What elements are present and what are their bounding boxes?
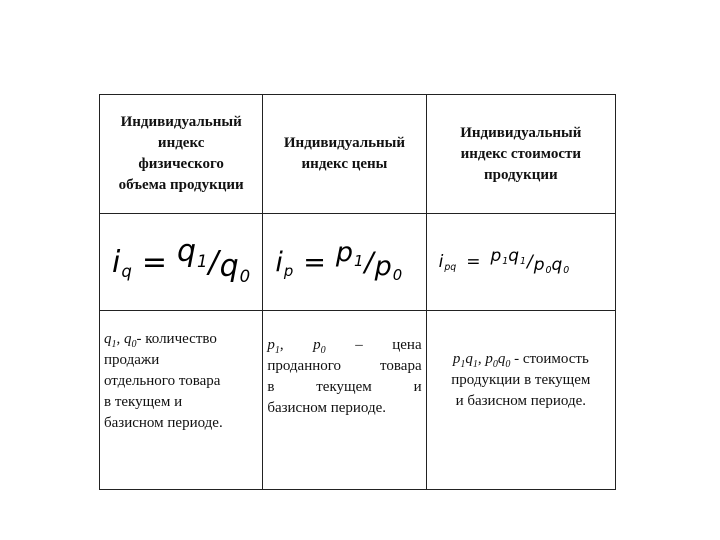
desc-text: - количество bbox=[136, 331, 217, 347]
equals-sign: = bbox=[466, 252, 481, 272]
denominator-subscript-p: 0 bbox=[545, 264, 552, 276]
description-quantity bbox=[100, 311, 263, 490]
numerator-symbol: q bbox=[176, 234, 197, 269]
formula-symbol: i bbox=[112, 244, 121, 280]
formula-value-index bbox=[431, 246, 611, 276]
numerator-subscript: 1 bbox=[354, 252, 364, 271]
desc-1-line-1 bbox=[104, 329, 258, 350]
sub-1: 1 bbox=[111, 339, 117, 350]
denominator-symbol-q: q bbox=[551, 254, 563, 275]
formula-subscript: pq bbox=[444, 262, 457, 274]
sub-1: 1 bbox=[472, 359, 478, 370]
description-price bbox=[263, 311, 426, 490]
index-table bbox=[99, 94, 616, 490]
header-value-index bbox=[426, 95, 615, 214]
denominator-subscript: 0 bbox=[239, 266, 251, 286]
desc-3-line-3: и базисном периоде. bbox=[455, 393, 587, 409]
header-physical-volume-index bbox=[100, 95, 263, 214]
numerator-subscript-q: 1 bbox=[520, 256, 526, 268]
header-price-index bbox=[263, 95, 426, 214]
header-3-line-3: продукции bbox=[483, 166, 558, 183]
header-1-line-4: объема продукции bbox=[118, 177, 244, 193]
description-value bbox=[426, 311, 615, 490]
var-p: p bbox=[485, 351, 493, 367]
desc-text: - стоимость bbox=[510, 351, 589, 367]
header-1-line-3: физического bbox=[138, 156, 224, 172]
header-1-line-1: Индивидуальный bbox=[120, 114, 242, 130]
numerator-symbol-p: p bbox=[490, 246, 502, 267]
var-p: p bbox=[267, 337, 275, 353]
denominator-subscript: 0 bbox=[392, 265, 403, 284]
denominator-symbol: q bbox=[219, 249, 239, 284]
fraction-slash: / bbox=[526, 252, 533, 272]
var-q: q bbox=[124, 331, 132, 347]
formula-subscript: p bbox=[283, 261, 294, 280]
header-1-line-2: индекс bbox=[157, 135, 205, 151]
separator: , bbox=[116, 331, 124, 347]
sub-0: 0 bbox=[320, 345, 326, 356]
var-q: q bbox=[465, 351, 473, 367]
header-row bbox=[100, 95, 616, 214]
denominator-subscript-q: 0 bbox=[563, 264, 570, 276]
desc-1-line-2: продажи bbox=[104, 352, 160, 368]
desc-3-line-2: продукции в текущем bbox=[451, 372, 591, 388]
header-2-line-2: индекс цены bbox=[301, 156, 388, 172]
formula-symbol: i bbox=[275, 246, 283, 278]
desc-text: – цена bbox=[355, 337, 422, 353]
header-3-line-1: Индивидуальный bbox=[460, 124, 582, 141]
description-row bbox=[100, 311, 616, 490]
var-p: p bbox=[452, 351, 461, 367]
numerator-symbol: p bbox=[335, 237, 354, 269]
desc-1-line-4: в текущем и bbox=[104, 394, 183, 410]
formula-symbol: i bbox=[438, 252, 444, 272]
numerator-symbol-q: q bbox=[508, 246, 520, 267]
desc-3-line-1 bbox=[431, 349, 611, 370]
formula-row bbox=[100, 214, 616, 311]
desc-2-line-2: проданного товара bbox=[267, 358, 422, 374]
separator: , bbox=[279, 337, 314, 353]
sub-0: 0 bbox=[505, 359, 511, 370]
sub-1: 1 bbox=[460, 359, 466, 370]
numerator-subscript: 1 bbox=[197, 251, 208, 271]
desc-2-line-1 bbox=[267, 335, 421, 356]
sub-0: 0 bbox=[492, 359, 498, 370]
desc-2-line-4: базисном периоде. bbox=[267, 400, 387, 416]
desc-1-line-5: базисном периоде. bbox=[104, 415, 223, 431]
formula-cell-price bbox=[263, 214, 426, 311]
sub-1: 1 bbox=[274, 345, 280, 356]
fraction-slash: / bbox=[364, 246, 374, 278]
var-q: q bbox=[104, 331, 112, 347]
numerator-subscript-p: 1 bbox=[502, 256, 509, 268]
var-q: q bbox=[497, 351, 506, 367]
equals-sign: = bbox=[303, 246, 326, 278]
desc-2-line-3: в текущем и bbox=[267, 379, 422, 395]
formula-subscript: q bbox=[121, 262, 132, 282]
denominator-symbol-p: p bbox=[533, 254, 545, 275]
formula-cell-quantity bbox=[100, 214, 263, 311]
formula-price-index bbox=[267, 237, 421, 284]
denominator-symbol: p bbox=[374, 250, 392, 282]
separator: , bbox=[477, 351, 486, 367]
equals-sign: = bbox=[141, 244, 167, 280]
sub-0: 0 bbox=[131, 339, 137, 350]
desc-1-line-3: отдельного товара bbox=[104, 373, 221, 389]
header-3-line-2: индекс стоимости bbox=[460, 145, 581, 162]
formula-quantity-index bbox=[104, 234, 258, 286]
header-2-line-1: Индивидуальный bbox=[283, 135, 406, 151]
fraction-slash: / bbox=[208, 244, 219, 280]
var-p: p bbox=[313, 337, 321, 353]
formula-cell-value bbox=[426, 214, 615, 311]
